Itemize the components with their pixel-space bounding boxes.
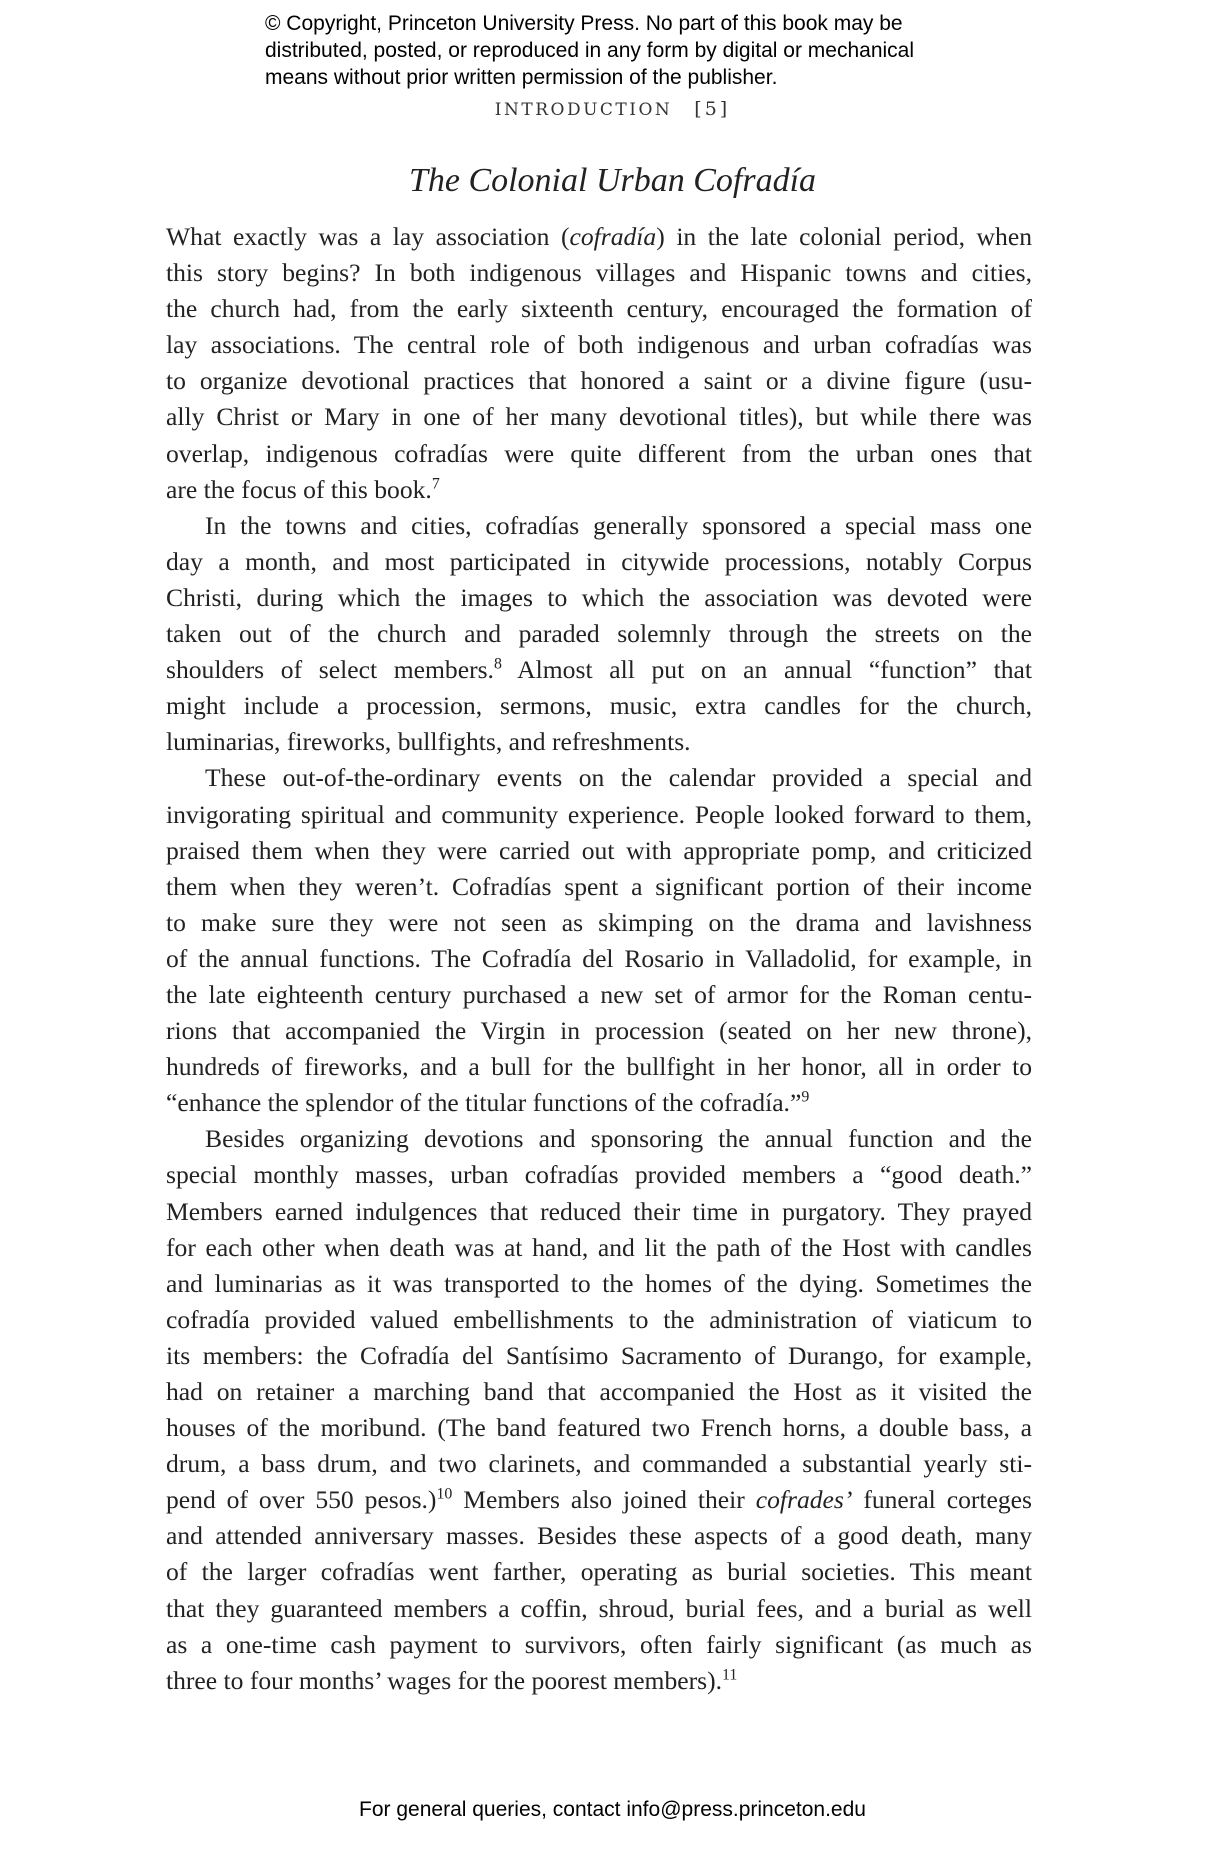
- text-line: [166, 219, 1032, 255]
- footnote-marker: 9: [801, 1088, 810, 1106]
- text-segment: that they guaranteed members a coffin, shroud, burial fees, and a burial as well: [166, 1593, 1032, 1623]
- text-segment: this story begins? In both indigenous villages and Hispanic towns and cities,: [166, 258, 1032, 288]
- text-line: [166, 833, 1032, 869]
- text-line: [166, 905, 1032, 941]
- text-segment: to organize devotional practices that honored a saint or a divine figure (usu-: [166, 366, 1032, 396]
- text-segment: taken out of the church and paraded solemnly through the streets on the: [166, 619, 1032, 649]
- footnote-marker: 7: [431, 475, 440, 493]
- body-text: [166, 219, 1032, 1699]
- text-segment: hundreds of fireworks, and a bull for the bullfight in her honor, all in order to: [166, 1052, 1032, 1082]
- text-segment: shoulders of select members.: [166, 655, 494, 685]
- text-segment: In the towns and cities, cofradías generally sponsored a special mass one: [205, 510, 1032, 540]
- text-line: [166, 1374, 1032, 1410]
- text-line: [166, 1302, 1032, 1338]
- text-segment: “enhance the splendor of the titular functions of the cofradía.”: [166, 1088, 802, 1118]
- text-line: [166, 1266, 1032, 1302]
- text-line: [166, 1049, 1032, 1085]
- text-line: [166, 1518, 1032, 1554]
- text-segment: rions that accompanied the Virgin in procession (seated on her new throne),: [166, 1016, 1032, 1046]
- text-segment: praised them when they were carried out with appropriate pomp, and criticized: [166, 835, 1032, 865]
- text-segment: Members earned indulgences that reduced their time in purgatory. They prayed: [166, 1196, 1032, 1226]
- copyright-notice: [265, 10, 985, 91]
- text-line: [166, 1157, 1032, 1193]
- text-segment: its members: the Cofradía del Santísimo Sacramento of Durango, for example,: [166, 1340, 1032, 1370]
- text-line: [166, 1338, 1032, 1374]
- text-line: [166, 1627, 1032, 1663]
- copyright-line: © Copyright, Princeton University Press. No part of this book may be: [265, 12, 903, 35]
- paragraph: [166, 760, 1032, 1121]
- text-segment: of the annual functions. The Cofradía del Rosario in Valladolid, for example, in: [166, 943, 1032, 973]
- section-title: The Colonial Urban Cofradía: [408, 162, 817, 199]
- text-segment: the late eighteenth century purchased a new set of armor for the Roman centu-: [166, 979, 1032, 1009]
- text-line: [166, 688, 1032, 724]
- footnote-marker: 11: [722, 1666, 738, 1684]
- footer-contact: For general queries, contact info@press.princeton.edu: [359, 1798, 866, 1821]
- italic-term: cofrades’: [755, 1485, 853, 1515]
- text-line: [166, 399, 1032, 435]
- text-segment: drum, a bass drum, and two clarinets, and commanded a substantial yearly sti-: [166, 1449, 1032, 1479]
- text-line: [166, 255, 1032, 291]
- paragraph: [166, 508, 1032, 761]
- text-line: [166, 724, 1032, 760]
- text-line: [166, 363, 1032, 399]
- text-segment: Besides organizing devotions and sponsoring the annual function and the: [205, 1124, 1032, 1154]
- text-line: [166, 1482, 1032, 1518]
- text-segment: overlap, indigenous cofradías were quite different from the urban ones that: [166, 438, 1032, 468]
- text-segment: lay associations. The central role of both indigenous and urban cofradías was: [166, 330, 1032, 360]
- text-line: [166, 1446, 1032, 1482]
- text-line: [166, 580, 1032, 616]
- text-segment: and luminarias as it was transported to the homes of the dying. Sometimes the: [166, 1268, 1032, 1298]
- text-segment: These out-of-the-ordinary events on the calendar provided a special and: [205, 763, 1032, 793]
- text-line: [166, 797, 1032, 833]
- text-line: [166, 472, 1032, 508]
- text-segment: houses of the moribund. (The band featured two French horns, a double bass, a: [166, 1413, 1032, 1443]
- text-line: [166, 941, 1032, 977]
- text-line: [166, 1663, 1032, 1699]
- text-segment: What exactly was a lay association (: [166, 222, 570, 251]
- page-number: [5]: [694, 98, 731, 120]
- text-segment: as a one-time cash payment to survivors, often fairly significant (as much as: [166, 1629, 1032, 1659]
- text-segment: funeral corteges: [852, 1485, 1032, 1515]
- text-line: [166, 1013, 1032, 1049]
- text-segment: luminarias, fireworks, bullfights, and refreshments.: [166, 727, 691, 757]
- text-segment: special monthly masses, urban cofradías provided members a “good death.”: [166, 1160, 1032, 1190]
- text-segment: and attended anniversary masses. Besides these aspects of a good death, many: [166, 1521, 1032, 1551]
- italic-term: cofradía: [569, 222, 657, 251]
- text-segment: ally Christ or Mary in one of her many devotional titles), but while there was: [166, 402, 1032, 432]
- paragraph: [166, 1121, 1032, 1699]
- copyright-line: means without prior written permission of the publisher.: [265, 66, 778, 89]
- text-line: [166, 436, 1032, 472]
- text-line: [166, 291, 1032, 327]
- text-segment: for each other when death was at hand, and lit the path of the Host with candles: [166, 1232, 1032, 1262]
- text-line: [166, 1230, 1032, 1266]
- text-segment: had on retainer a marching band that accompanied the Host as it visited the: [166, 1377, 1032, 1406]
- text-segment: day a month, and most participated in citywide processions, notably Corpus: [166, 546, 1032, 576]
- text-segment: the church had, from the early sixteenth century, encouraged the formation of: [166, 294, 1032, 324]
- text-segment: Almost all put on an annual “function” that: [501, 655, 1033, 685]
- text-line: [166, 1194, 1032, 1230]
- text-segment: cofradía provided valued embellishments to the administration of viaticum to: [166, 1304, 1032, 1334]
- text-segment: of the larger cofradías went farther, operating as burial societies. This meant: [166, 1557, 1032, 1587]
- copyright-line: distributed, posted, or reproduced in any form by digital or mechanical: [265, 39, 915, 62]
- text-segment: pend of over 550 pesos.): [166, 1485, 437, 1515]
- text-line: [166, 869, 1032, 905]
- text-segment: them when they weren’t. Cofradías spent a significant portion of their income: [166, 871, 1032, 901]
- text-line: [166, 1554, 1032, 1590]
- text-line: [166, 1591, 1032, 1627]
- running-head-label: INTRODUCTION: [494, 100, 673, 120]
- text-segment: ) in the late colonial period, when: [656, 222, 1032, 251]
- footnote-marker: 8: [493, 655, 502, 673]
- text-line: [166, 1121, 1032, 1157]
- running-head: [0, 98, 1225, 120]
- text-segment: three to four months’ wages for the poorest members).: [166, 1665, 723, 1695]
- text-line: [166, 544, 1032, 580]
- text-segment: are the focus of this book.: [166, 474, 432, 504]
- text-line: [166, 977, 1032, 1013]
- text-line: [166, 760, 1032, 796]
- text-segment: might include a procession, sermons, music, extra candles for the church,: [166, 691, 1032, 721]
- text-line: [166, 1085, 1032, 1121]
- text-line: [166, 508, 1032, 544]
- text-line: [166, 652, 1032, 688]
- text-line: [166, 1410, 1032, 1446]
- text-segment: to make sure they were not seen as skimping on the drama and lavishness: [166, 907, 1032, 937]
- text-line: [166, 327, 1032, 363]
- text-segment: invigorating spiritual and community experience. People looked forward to them,: [166, 799, 1032, 829]
- footnote-marker: 10: [436, 1485, 453, 1503]
- text-line: [166, 616, 1032, 652]
- text-segment: Christi, during which the images to which the association was devoted were: [166, 582, 1032, 612]
- text-segment: Members also joined their: [452, 1485, 756, 1515]
- paragraph: [166, 219, 1032, 508]
